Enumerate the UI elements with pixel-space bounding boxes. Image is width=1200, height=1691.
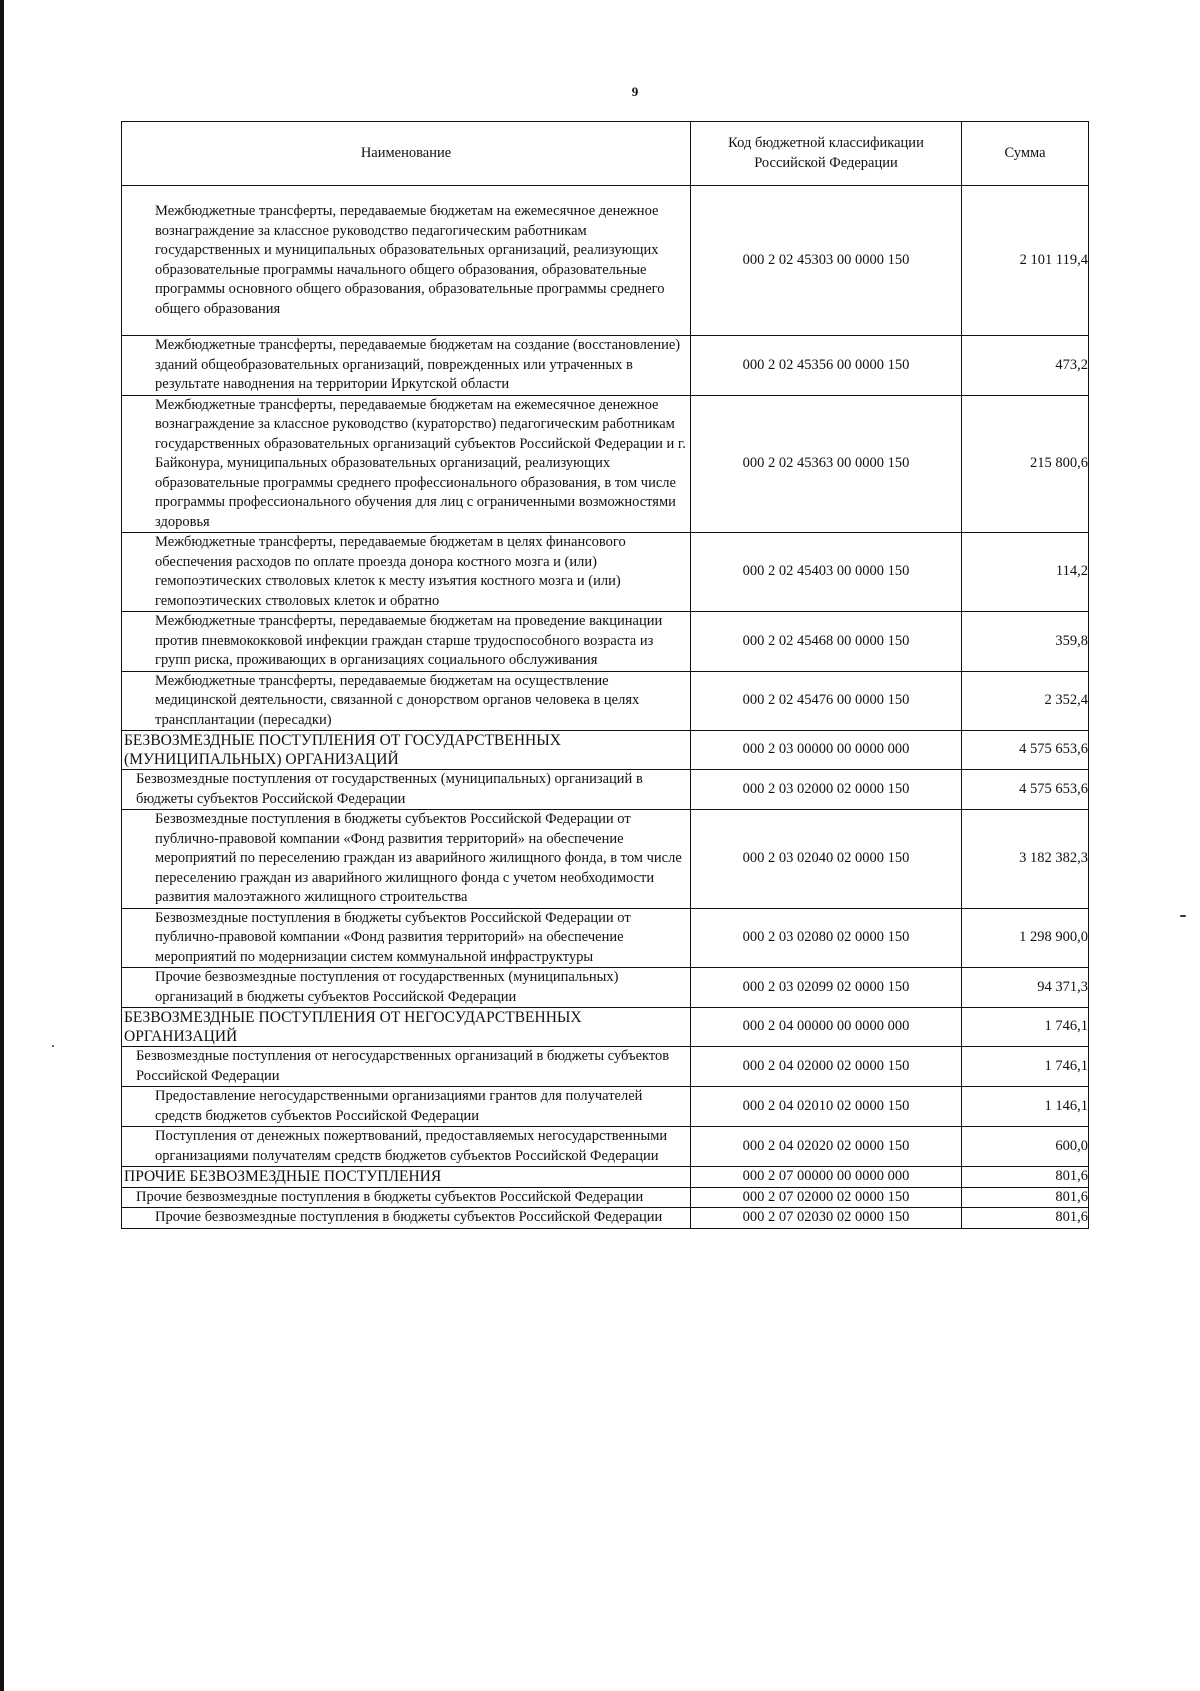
header-code: Код бюджетной классификации Российской Федерации: [691, 122, 962, 186]
row-code: 000 2 07 02030 02 0000 150: [691, 1208, 962, 1229]
row-sum: 215 800,6: [962, 395, 1089, 533]
table-row: [122, 1208, 1089, 1229]
row-code: 000 2 02 45468 00 0000 150: [691, 612, 962, 672]
row-code: 000 2 07 02000 02 0000 150: [691, 1187, 962, 1208]
table-row: [122, 908, 1089, 968]
row-code: 000 2 04 02020 02 0000 150: [691, 1127, 962, 1167]
row-sum: 1 746,1: [962, 1008, 1089, 1047]
budget-revenue-table: [121, 121, 1089, 1229]
row-sum: 473,2: [962, 336, 1089, 396]
row-sum: 1 746,1: [962, 1047, 1089, 1087]
table-row: [122, 533, 1089, 612]
row-name: Прочие безвозмездные поступления в бюджеты субъектов Российской Федерации: [122, 1187, 691, 1208]
row-name: Поступления от денежных пожертвований, предоставляемых негосударственными организациями получателям средств бюджетов субъектов Российской Федерации: [122, 1127, 691, 1167]
table-row-section: [122, 1008, 1089, 1047]
row-name: Межбюджетные трансферты, передаваемые бюджетам на ежемесячное денежное вознаграждение за классное руководство педагогическим работникам государственных и муниципальных образовательных организаций, реализующих образовательные программы начального общего образования, образовательные программы основного общего образования, образовательные программы среднего общего образования: [122, 186, 691, 336]
row-code: 000 2 03 02099 02 0000 150: [691, 968, 962, 1008]
row-name: Межбюджетные трансферты, передаваемые бюджетам на проведение вакцинации против пневмококковой инфекции граждан старше трудоспособного возраста из групп риска, проживающих в организациях социального обслуживания: [122, 612, 691, 672]
page-number: 9: [631, 84, 639, 99]
table-row-section: [122, 1167, 1089, 1188]
table-row: [122, 336, 1089, 396]
row-name: Межбюджетные трансферты, передаваемые бюджетам на создание (восстановление) зданий общеобразовательных организаций, поврежденных или утраченных в результате наводнения на территории Иркутской области: [122, 336, 691, 396]
table-header-row: [122, 122, 1089, 186]
header-name: Наименование: [122, 122, 691, 186]
row-name: Безвозмездные поступления в бюджеты субъектов Российской Федерации от публично-правовой компании «Фонд развития территорий» на обеспечение мероприятий по переселению граждан из аварийного жилищного фонда, в том числе переселению граждан из аварийного жилищного фонда с учетом необходимости развития малоэтажного жилищного строительства: [122, 810, 691, 909]
table-row-section: [122, 731, 1089, 770]
row-code: 000 2 02 45303 00 0000 150: [691, 186, 962, 336]
table-row: [122, 395, 1089, 533]
row-name: ПРОЧИЕ БЕЗВОЗМЕЗДНЫЕ ПОСТУПЛЕНИЯ: [122, 1167, 691, 1188]
row-code: 000 2 03 02080 02 0000 150: [691, 908, 962, 968]
row-sum: 4 575 653,6: [962, 731, 1089, 770]
row-sum: 114,2: [962, 533, 1089, 612]
table-row: [122, 1127, 1089, 1167]
row-name: Безвозмездные поступления в бюджеты субъектов Российской Федерации от публично-правовой компании «Фонд развития территорий» на обеспечение мероприятий по модернизации систем коммунальной инфраструктуры: [122, 908, 691, 968]
row-sum: 359,8: [962, 612, 1089, 672]
row-name: БЕЗВОЗМЕЗДНЫЕ ПОСТУПЛЕНИЯ ОТ ГОСУДАРСТВЕННЫХ (МУНИЦИПАЛЬНЫХ) ОРГАНИЗАЦИЙ: [122, 731, 691, 770]
row-sum: 94 371,3: [962, 968, 1089, 1008]
table-body: [122, 186, 1089, 1229]
row-name: Прочие безвозмездные поступления в бюджеты субъектов Российской Федерации: [122, 1208, 691, 1229]
row-code: 000 2 04 02010 02 0000 150: [691, 1087, 962, 1127]
row-sum: 801,6: [962, 1208, 1089, 1229]
row-name: БЕЗВОЗМЕЗДНЫЕ ПОСТУПЛЕНИЯ ОТ НЕГОСУДАРСТВЕННЫХ ОРГАНИЗАЦИЙ: [122, 1008, 691, 1047]
row-sum: 600,0: [962, 1127, 1089, 1167]
row-code: 000 2 02 45356 00 0000 150: [691, 336, 962, 396]
row-code: 000 2 04 00000 00 0000 000: [691, 1008, 962, 1047]
row-sum: 2 352,4: [962, 671, 1089, 731]
row-sum: 1 146,1: [962, 1087, 1089, 1127]
row-name: Безвозмездные поступления от государственных (муниципальных) организаций в бюджеты субъектов Российской Федерации: [122, 770, 691, 810]
scan-speck: [52, 1045, 54, 1047]
row-sum: 2 101 119,4: [962, 186, 1089, 336]
row-name: Межбюджетные трансферты, передаваемые бюджетам в целях финансового обеспечения расходов по оплате проезда донора костного мозга и (или) гемопоэтических стволовых клеток к месту изъятия костного мозга и (или) гемопоэтических стволовых клеток и обратно: [122, 533, 691, 612]
header-sum: Сумма: [962, 122, 1089, 186]
row-sum: 4 575 653,6: [962, 770, 1089, 810]
row-sum: 3 182 382,3: [962, 810, 1089, 909]
row-sum: 801,6: [962, 1167, 1089, 1188]
row-code: 000 2 03 02000 02 0000 150: [691, 770, 962, 810]
table-row: [122, 810, 1089, 909]
row-name: Прочие безвозмездные поступления от государственных (муниципальных) организаций в бюджеты субъектов Российской Федерации: [122, 968, 691, 1008]
table-row: [122, 1187, 1089, 1208]
row-code: 000 2 03 00000 00 0000 000: [691, 731, 962, 770]
row-code: 000 2 02 45476 00 0000 150: [691, 671, 962, 731]
row-name: Безвозмездные поступления от негосударственных организаций в бюджеты субъектов Российской Федерации: [122, 1047, 691, 1087]
row-sum: 1 298 900,0: [962, 908, 1089, 968]
row-sum: 801,6: [962, 1187, 1089, 1208]
table-row: [122, 671, 1089, 731]
row-code: 000 2 03 02040 02 0000 150: [691, 810, 962, 909]
page-edge-shadow: [0, 0, 4, 1691]
table-row: [122, 1087, 1089, 1127]
table-row: [122, 186, 1089, 336]
row-name: Предоставление негосударственными организациями грантов для получателей средств бюджетов субъектов Российской Федерации: [122, 1087, 691, 1127]
row-code: 000 2 07 00000 00 0000 000: [691, 1167, 962, 1188]
row-code: 000 2 02 45363 00 0000 150: [691, 395, 962, 533]
row-name: Межбюджетные трансферты, передаваемые бюджетам на ежемесячное денежное вознаграждение за классное руководство (кураторство) педагогическим работникам государственных образовательных организаций субъектов Российской Федерации и г. Байконура, муниципальных образовательных организаций, реализующих образовательные программы среднего профессионального образования, в том числе программы профессионального обучения для лиц с ограниченными возможностями здоровья: [122, 395, 691, 533]
table-row: [122, 612, 1089, 672]
table-row: [122, 770, 1089, 810]
row-code: 000 2 04 02000 02 0000 150: [691, 1047, 962, 1087]
scan-speck: [1180, 915, 1186, 917]
table-row: [122, 1047, 1089, 1087]
table-row: [122, 968, 1089, 1008]
row-code: 000 2 02 45403 00 0000 150: [691, 533, 962, 612]
row-name: Межбюджетные трансферты, передаваемые бюджетам на осуществление медицинской деятельности, связанной с донорством органов человека в целях трансплантации (пересадки): [122, 671, 691, 731]
